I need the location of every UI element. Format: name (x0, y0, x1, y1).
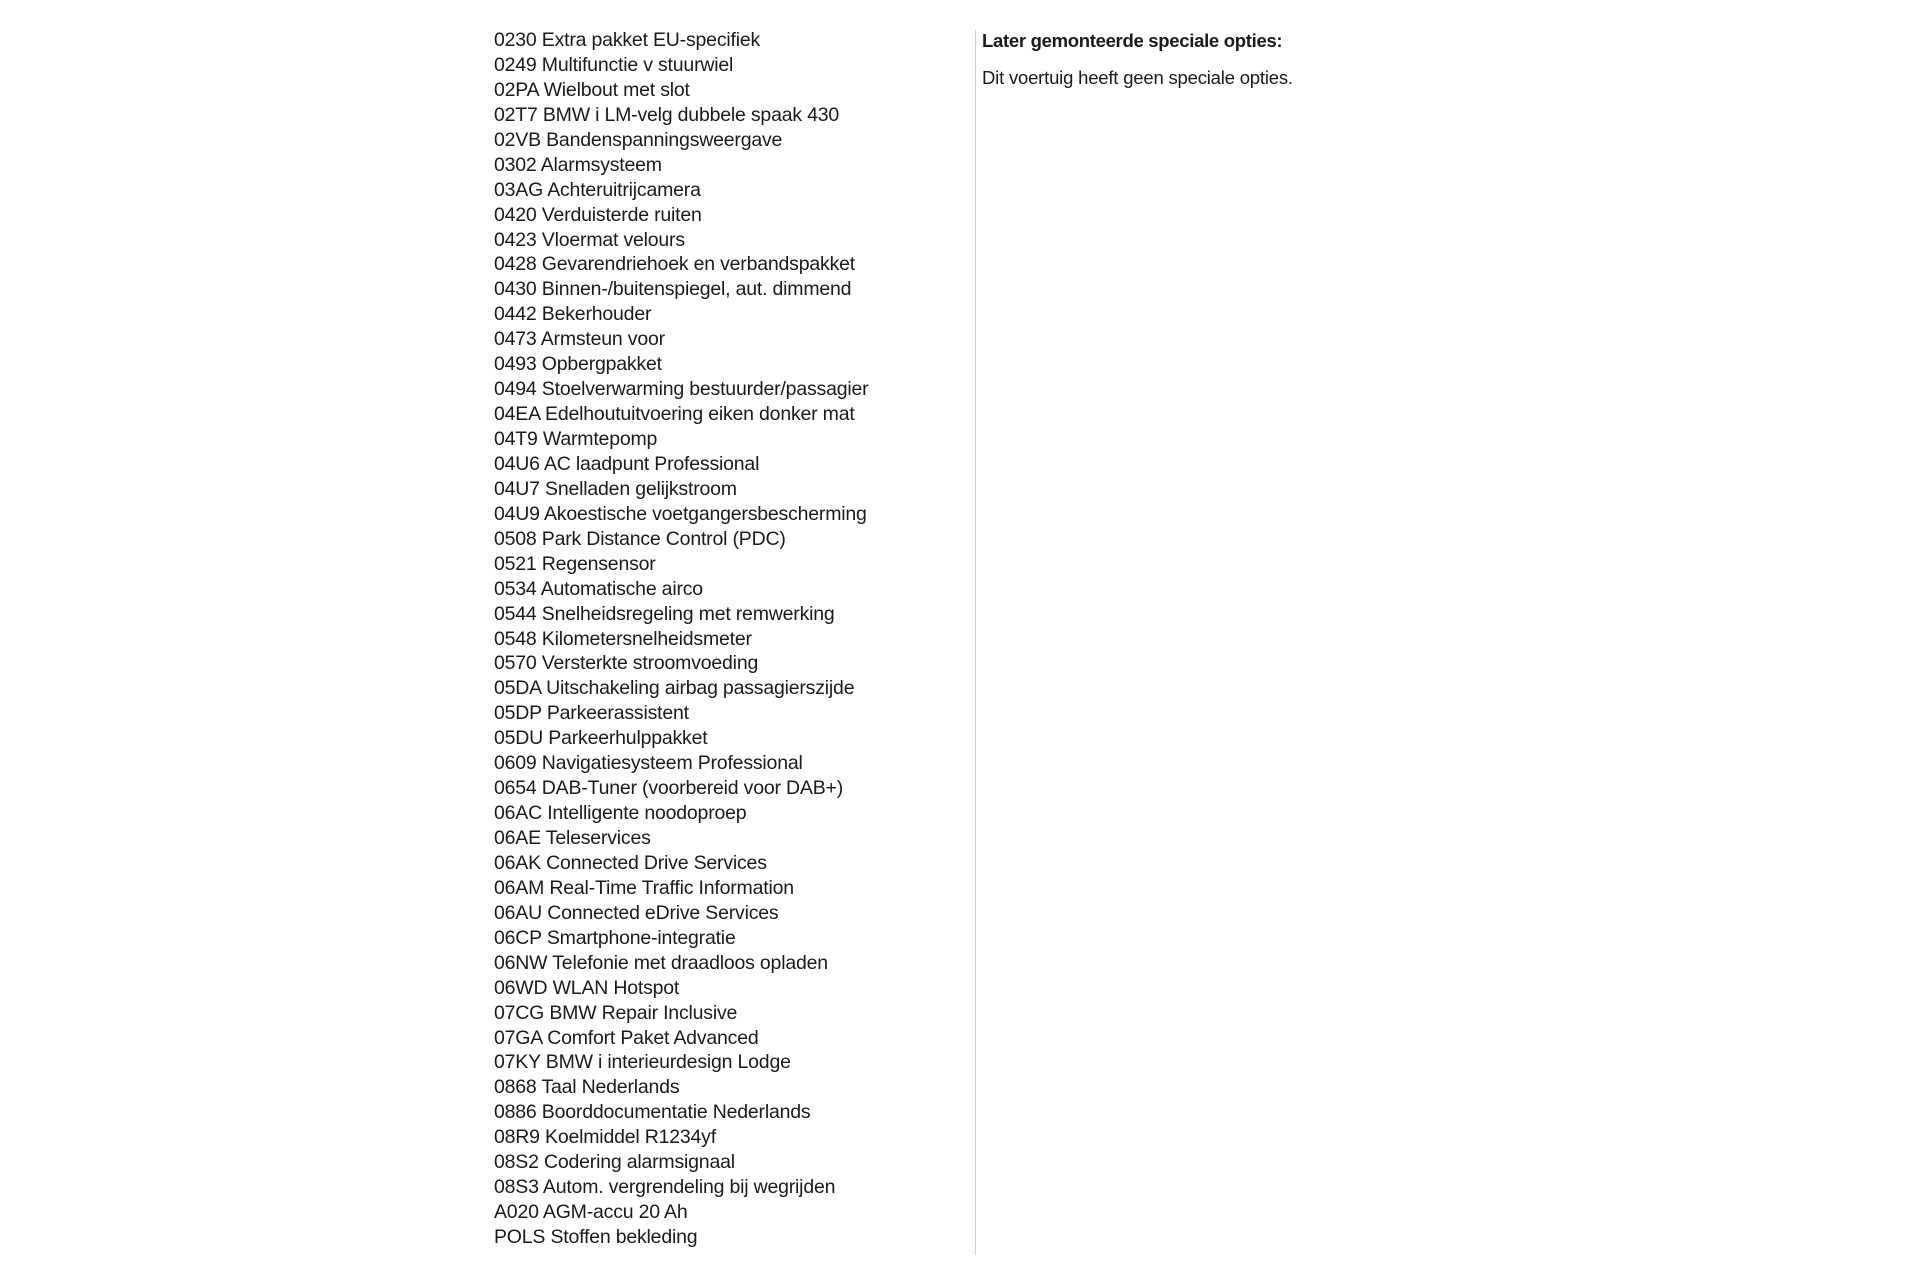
option-item: 0494 Stoelverwarming bestuurder/passagier (494, 378, 869, 401)
factory-options-list (494, 28, 964, 1250)
option-item: 0493 Opbergpakket (494, 353, 662, 376)
option-item: 08R9 Koelmiddel R1234yf (494, 1126, 716, 1149)
option-item: 0230 Extra pakket EU-specifiek (494, 29, 761, 51)
option-item: 0302 Alarmsysteem (494, 153, 662, 176)
column-divider (975, 30, 976, 1255)
option-item: 04T9 Warmtepomp (494, 428, 658, 450)
option-item: 0473 Armsteun voor (494, 328, 665, 351)
option-item: 06AC Intelligente noodoproep (494, 802, 747, 825)
option-item: 0521 Regensensor (494, 552, 656, 575)
option-item: 0430 Binnen-/buitenspiegel, aut. dimmend (494, 278, 852, 301)
option-item: A020 AGM-accu 20 Ah (494, 1201, 688, 1224)
option-item: 04EA Edelhoutuitvoering eiken donker mat (494, 403, 855, 426)
option-item: 02T7 BMW i LM-velg dubbele spaak 430 (494, 103, 840, 126)
option-item: 07KY BMW i interieurdesign Lodge (494, 1051, 791, 1074)
option-item: 0423 Vloermat velours (494, 228, 685, 251)
later-options-text: Dit voertuig heeft geen speciale opties. (982, 67, 1293, 88)
option-item: 08S2 Codering alarmsignaal (494, 1151, 735, 1174)
option-item: 0609 Navigatiesysteem Professional (494, 752, 803, 775)
option-item: 04U6 AC laadpunt Professional (494, 452, 760, 475)
option-item: 0249 Multifunctie v stuurwiel (494, 53, 734, 76)
option-item: 07GA Comfort Paket Advanced (494, 1026, 759, 1049)
option-item: 06NW Telefonie met draadloos opladen (494, 951, 828, 974)
option-item: 0886 Boorddocumentatie Nederlands (494, 1101, 811, 1124)
option-item: 0570 Versterkte stroomvoeding (494, 652, 759, 675)
option-item: 05DA Uitschakeling airbag passagierszijde (494, 677, 855, 700)
option-item: 04U9 Akoestische voetgangersbescherming (494, 502, 867, 525)
option-item: 02PA Wielbout met slot (494, 78, 690, 101)
option-item: POLS Stoffen bekleding (494, 1226, 698, 1248)
option-item: 03AG Achteruitrijcamera (494, 178, 701, 201)
option-item: 0428 Gevarendriehoek en verbandspakket (494, 253, 855, 276)
option-item: 02VB Bandenspanningsweergave (494, 128, 783, 151)
option-item: 05DP Parkeerassistent (494, 702, 689, 725)
option-item: 0534 Automatische airco (494, 577, 703, 600)
option-item: 0544 Snelheidsregeling met remwerking (494, 602, 835, 625)
later-options-heading: Later gemonteerde speciale opties: (982, 30, 1283, 51)
later-options-column (982, 28, 1682, 91)
option-item: 0442 Bekerhouder (494, 303, 652, 326)
option-item: 0508 Park Distance Control (PDC) (494, 527, 786, 550)
option-item: 06WD WLAN Hotspot (494, 976, 680, 999)
option-item: 06CP Smartphone-integratie (494, 926, 736, 949)
option-item: 06AK Connected Drive Services (494, 851, 767, 874)
option-item: 0654 DAB-Tuner (voorbereid voor DAB+) (494, 777, 843, 800)
option-item: 06AM Real-Time Traffic Information (494, 876, 794, 899)
option-item: 0548 Kilometersnelheidsmeter (494, 627, 752, 650)
option-item: 04U7 Snelladen gelijkstroom (494, 477, 737, 500)
option-item: 06AE Teleservices (494, 827, 651, 849)
option-item: 07CG BMW Repair Inclusive (494, 1001, 738, 1024)
option-item: 0420 Verduisterde ruiten (494, 203, 702, 226)
option-item: 06AU Connected eDrive Services (494, 901, 779, 924)
option-item: 0868 Taal Nederlands (494, 1076, 680, 1099)
option-item: 05DU Parkeerhulppakket (494, 727, 708, 750)
factory-options-column (494, 28, 964, 1250)
option-item: 08S3 Autom. vergrendeling bij wegrijden (494, 1176, 836, 1199)
